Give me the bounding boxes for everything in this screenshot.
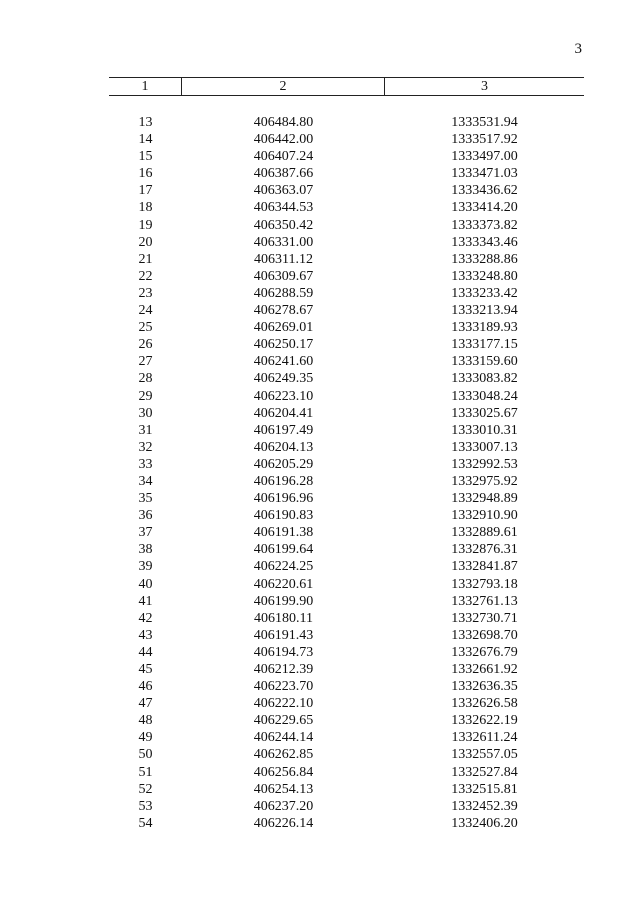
table-row — [109, 234, 584, 251]
table-row — [109, 302, 584, 319]
y-coordinate-cell: 1332527.84 — [451, 764, 518, 780]
point-number-cell: 38 — [138, 542, 153, 558]
point-number-cell: 28 — [138, 371, 153, 387]
point-number-cell: 25 — [138, 320, 153, 336]
table-row — [109, 217, 584, 234]
table-row — [109, 439, 584, 456]
y-coordinate-cell: 1333010.31 — [451, 422, 518, 438]
point-number-cell: 46 — [138, 679, 153, 695]
point-number-cell: 43 — [138, 627, 153, 643]
x-coordinate-cell: 406344.53 — [253, 200, 314, 216]
y-coordinate-cell: 1333531.94 — [451, 115, 518, 130]
point-number-cell: 50 — [138, 747, 153, 763]
point-number-cell: 45 — [138, 662, 153, 677]
point-number-cell: 30 — [138, 405, 153, 421]
table-row — [109, 251, 584, 268]
x-coordinate-cell: 406196.96 — [253, 491, 314, 507]
y-coordinate-cell: 1332876.31 — [451, 542, 518, 558]
point-number-cell: 29 — [138, 388, 153, 404]
table-header — [109, 77, 584, 96]
table-row — [109, 456, 584, 473]
x-coordinate-cell: 406363.07 — [253, 183, 314, 199]
point-number-cell: 33 — [138, 456, 153, 472]
y-coordinate-cell: 1332889.61 — [451, 525, 518, 541]
point-number-cell: 44 — [138, 644, 153, 660]
x-coordinate-cell: 406256.84 — [253, 764, 314, 780]
table-row — [109, 764, 584, 781]
x-coordinate-cell: 406484.80 — [253, 115, 314, 130]
table-row — [109, 422, 584, 439]
table-row — [109, 746, 584, 763]
table-row — [109, 558, 584, 575]
point-number-cell: 41 — [138, 593, 153, 609]
table-row — [109, 405, 584, 422]
table-row — [109, 388, 584, 405]
y-coordinate-cell: 1333373.82 — [451, 217, 518, 233]
y-coordinate-cell: 1333414.20 — [451, 200, 518, 216]
table-row — [109, 148, 584, 165]
y-coordinate-cell: 1332611.24 — [451, 730, 518, 746]
table-row — [109, 165, 584, 182]
point-number-cell: 26 — [138, 337, 153, 353]
point-number-cell: 23 — [138, 285, 153, 301]
table-row — [109, 815, 584, 832]
x-coordinate-cell: 406191.38 — [253, 525, 314, 541]
y-coordinate-cell: 1333083.82 — [451, 371, 518, 387]
table-row — [109, 131, 584, 148]
coordinate-table-body — [109, 114, 584, 832]
table-row — [109, 490, 584, 507]
table-row — [109, 729, 584, 746]
x-coordinate-cell: 406249.35 — [253, 371, 314, 387]
x-coordinate-cell: 406262.85 — [253, 747, 314, 763]
point-number-cell: 24 — [138, 303, 153, 319]
column-header-x: 2 — [182, 78, 385, 95]
point-number-cell: 36 — [138, 508, 153, 524]
x-coordinate-cell: 406196.28 — [253, 473, 314, 489]
x-coordinate-cell: 406191.43 — [253, 627, 314, 643]
x-coordinate-cell: 406250.17 — [253, 337, 314, 353]
y-coordinate-cell: 1333213.94 — [451, 303, 518, 319]
point-number-cell: 47 — [138, 696, 153, 712]
table-row — [109, 370, 584, 387]
x-coordinate-cell: 406180.11 — [254, 610, 313, 626]
table-row — [109, 524, 584, 541]
point-number-cell: 15 — [138, 149, 153, 165]
y-coordinate-cell: 1332626.58 — [451, 696, 518, 712]
x-coordinate-cell: 406309.67 — [253, 268, 314, 284]
y-coordinate-cell: 1333233.42 — [451, 285, 518, 301]
table-row — [109, 507, 584, 524]
x-coordinate-cell: 406224.25 — [253, 559, 314, 575]
table-row — [109, 644, 584, 661]
x-coordinate-cell: 406194.73 — [253, 644, 314, 660]
y-coordinate-cell: 1332730.71 — [451, 610, 518, 626]
y-coordinate-cell: 1332793.18 — [451, 576, 518, 592]
table-row — [109, 114, 584, 131]
point-number-cell: 19 — [138, 217, 153, 233]
y-coordinate-cell: 1332975.92 — [451, 473, 518, 489]
x-coordinate-cell: 406288.59 — [253, 285, 314, 301]
point-number-cell: 52 — [138, 781, 153, 797]
x-coordinate-cell: 406254.13 — [253, 781, 314, 797]
point-number-cell: 40 — [138, 576, 153, 592]
x-coordinate-cell: 406269.01 — [253, 320, 314, 336]
table-row — [109, 285, 584, 302]
x-coordinate-cell: 406205.29 — [253, 456, 314, 472]
table-row — [109, 319, 584, 336]
table-row — [109, 268, 584, 285]
point-number-cell: 37 — [138, 525, 153, 541]
y-coordinate-cell: 1332406.20 — [451, 815, 518, 831]
point-number-cell: 13 — [138, 115, 153, 130]
y-coordinate-cell: 1333471.03 — [451, 166, 518, 182]
y-coordinate-cell: 1332452.39 — [451, 798, 518, 814]
x-coordinate-cell: 406204.13 — [253, 439, 314, 455]
y-coordinate-cell: 1333248.80 — [451, 268, 518, 284]
y-coordinate-cell: 1332636.35 — [451, 679, 518, 695]
x-coordinate-cell: 406226.14 — [253, 815, 314, 831]
point-number-cell: 53 — [138, 798, 153, 814]
table-row — [109, 593, 584, 610]
point-number-cell: 34 — [138, 473, 153, 489]
column-header-number: 1 — [109, 78, 182, 95]
point-number-cell: 21 — [138, 251, 153, 267]
table-row — [109, 353, 584, 370]
point-number-cell: 20 — [138, 234, 153, 250]
y-coordinate-cell: 1332910.90 — [451, 508, 518, 524]
y-coordinate-cell: 1332698.70 — [451, 627, 518, 643]
x-coordinate-cell: 406212.39 — [253, 662, 314, 677]
y-coordinate-cell: 1333497.00 — [451, 149, 518, 165]
y-coordinate-cell: 1332992.53 — [451, 456, 518, 472]
y-coordinate-cell: 1333343.46 — [451, 234, 518, 250]
table-row — [109, 336, 584, 353]
table-row — [109, 199, 584, 216]
page-number: 3 — [574, 41, 582, 57]
y-coordinate-cell: 1332515.81 — [451, 781, 518, 797]
x-coordinate-cell: 406241.60 — [253, 354, 314, 370]
table-row — [109, 781, 584, 798]
table-row — [109, 678, 584, 695]
point-number-cell: 18 — [138, 200, 153, 216]
x-coordinate-cell: 406222.10 — [253, 696, 314, 712]
y-coordinate-cell: 1332761.13 — [451, 593, 518, 609]
x-coordinate-cell: 406204.41 — [253, 405, 314, 421]
x-coordinate-cell: 406311.12 — [254, 251, 313, 267]
table-row — [109, 712, 584, 729]
point-number-cell: 51 — [138, 764, 153, 780]
y-coordinate-cell: 1332557.05 — [451, 747, 518, 763]
x-coordinate-cell: 406223.70 — [253, 679, 314, 695]
point-number-cell: 32 — [138, 439, 153, 455]
y-coordinate-cell: 1333189.93 — [451, 320, 518, 336]
x-coordinate-cell: 406223.10 — [253, 388, 314, 404]
point-number-cell: 49 — [138, 730, 153, 746]
y-coordinate-cell: 1333159.60 — [451, 354, 518, 370]
x-coordinate-cell: 406350.42 — [253, 217, 314, 233]
table-row — [109, 661, 584, 678]
y-coordinate-cell: 1332841.87 — [451, 559, 518, 575]
y-coordinate-cell: 1333177.15 — [451, 337, 518, 353]
x-coordinate-cell: 406229.65 — [253, 713, 314, 729]
y-coordinate-cell: 1333288.86 — [451, 251, 518, 267]
y-coordinate-cell: 1332676.79 — [451, 644, 518, 660]
x-coordinate-cell: 406244.14 — [253, 730, 314, 746]
x-coordinate-cell: 406237.20 — [253, 798, 314, 814]
point-number-cell: 27 — [138, 354, 153, 370]
point-number-cell: 17 — [138, 183, 153, 199]
point-number-cell: 31 — [138, 422, 153, 438]
table-row — [109, 798, 584, 815]
y-coordinate-cell: 1333436.62 — [451, 183, 518, 199]
table-row — [109, 541, 584, 558]
table-row — [109, 627, 584, 644]
point-number-cell: 35 — [138, 491, 153, 507]
x-coordinate-cell: 406199.90 — [253, 593, 314, 609]
table-row — [109, 473, 584, 490]
x-coordinate-cell: 406190.83 — [253, 508, 314, 524]
column-header-y: 3 — [481, 79, 488, 94]
point-number-cell: 48 — [138, 713, 153, 729]
point-number-cell: 16 — [138, 166, 153, 182]
table-row — [109, 610, 584, 627]
point-number-cell: 42 — [138, 610, 153, 626]
x-coordinate-cell: 406331.00 — [253, 234, 314, 250]
x-coordinate-cell: 406197.49 — [253, 422, 314, 438]
table-row — [109, 576, 584, 593]
x-coordinate-cell: 406442.00 — [253, 132, 314, 148]
y-coordinate-cell: 1333048.24 — [451, 388, 518, 404]
table-row — [109, 182, 584, 199]
table-row — [109, 695, 584, 712]
y-coordinate-cell: 1332948.89 — [451, 491, 518, 507]
point-number-cell: 39 — [138, 559, 153, 575]
y-coordinate-cell: 1333025.67 — [451, 405, 518, 421]
x-coordinate-cell: 406407.24 — [253, 149, 314, 165]
y-coordinate-cell: 1333007.13 — [451, 439, 518, 455]
x-coordinate-cell: 406220.61 — [253, 576, 314, 592]
x-coordinate-cell: 406278.67 — [253, 303, 314, 319]
x-coordinate-cell: 406387.66 — [253, 166, 314, 182]
point-number-cell: 14 — [138, 132, 153, 148]
point-number-cell: 22 — [138, 268, 153, 284]
y-coordinate-cell: 1332661.92 — [451, 662, 518, 677]
y-coordinate-cell: 1332622.19 — [451, 713, 518, 729]
y-coordinate-cell: 1333517.92 — [451, 132, 518, 148]
x-coordinate-cell: 406199.64 — [253, 542, 314, 558]
point-number-cell: 54 — [138, 815, 153, 831]
